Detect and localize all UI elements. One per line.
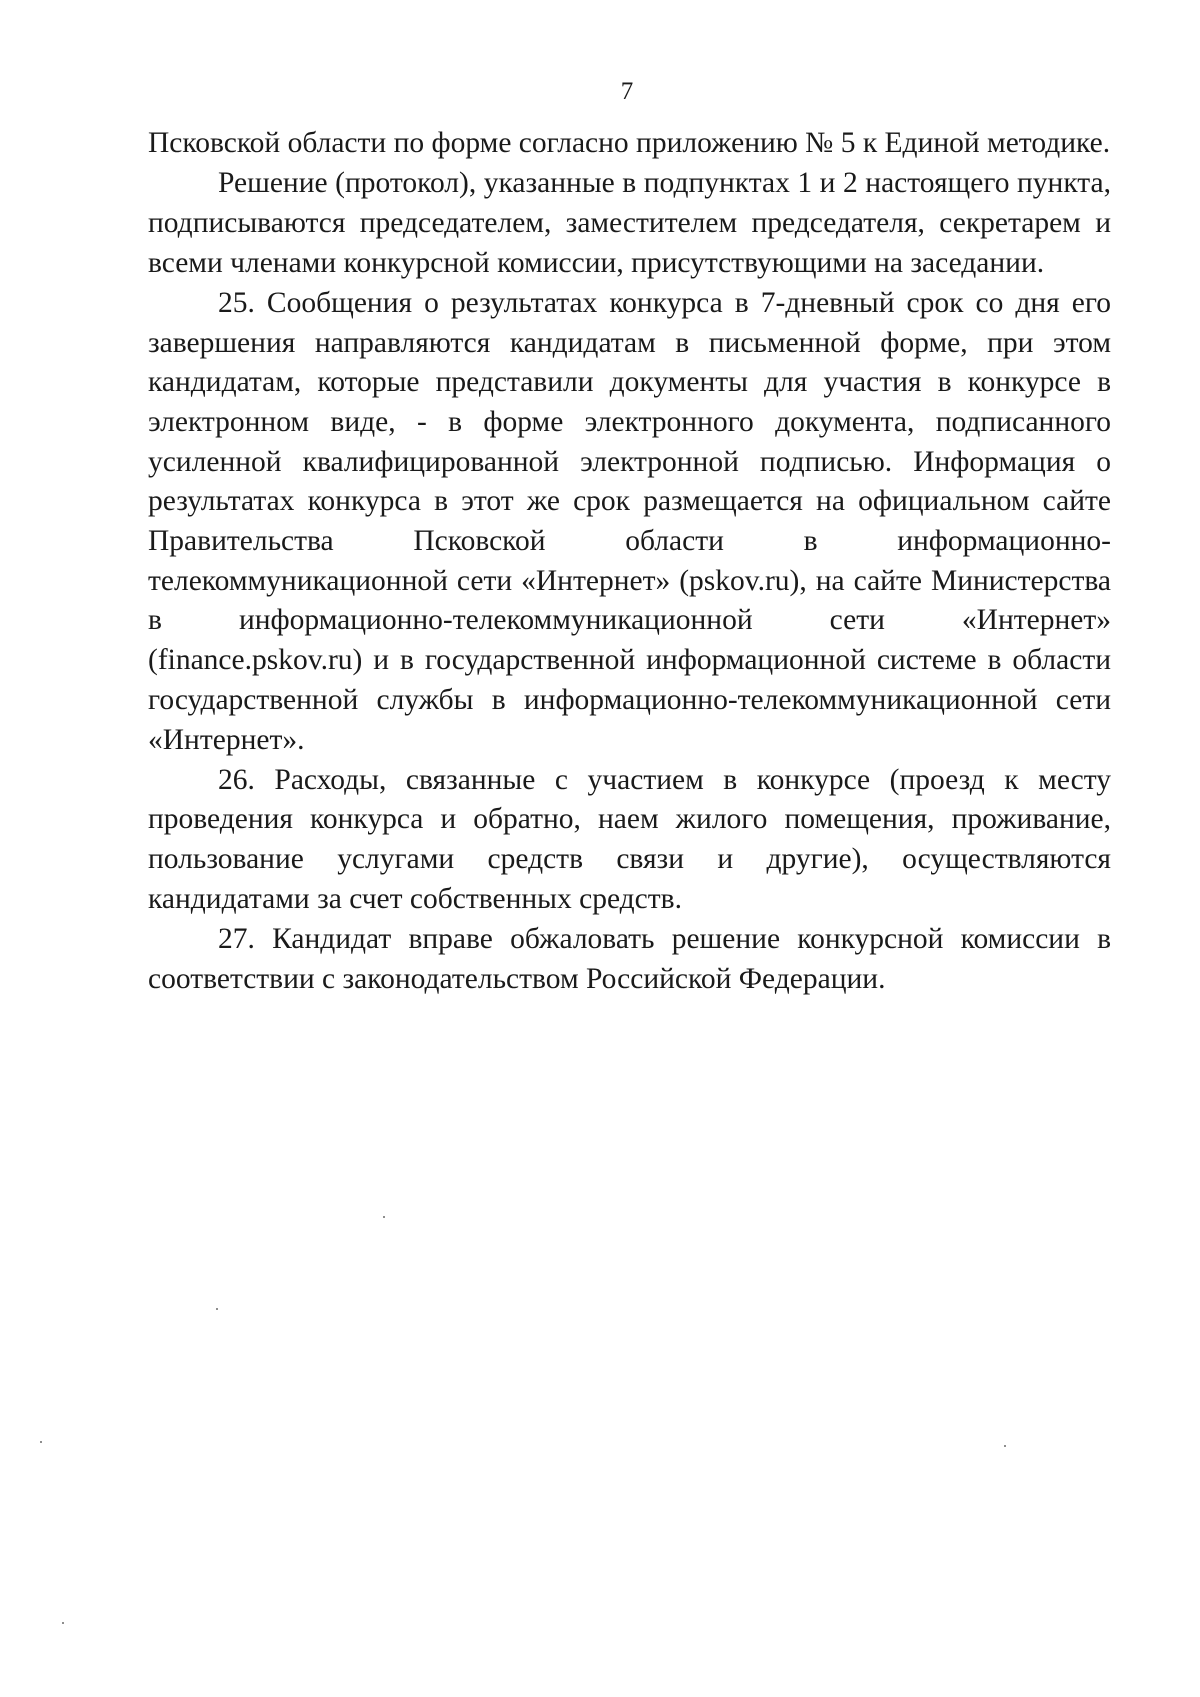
scan-speck — [383, 1216, 385, 1218]
scan-speck — [216, 1308, 218, 1310]
paragraph-item-27: 27. Кандидат вправе обжаловать решение конкурсной комиссии в соответствии с законодательством Российской Федерации. — [148, 923, 1111, 995]
scan-speck — [62, 1622, 64, 1624]
paragraph-item-26: 26. Расходы, связанные с участием в конкурсе (проезд к месту проведения конкурса и обратно, наем жилого помещения, проживание, пользование услугами средств связи и другие), осуществляются кандидатами за счет собственных средств. — [148, 763, 1111, 915]
scan-speck — [40, 1441, 42, 1443]
page-number: 7 — [620, 78, 634, 105]
paragraph-item-25: 25. Сообщения о результатах конкурса в 7-дневный срок со дня его завершения направляются кандидатам в письменной форме, при этом кандидатам, которые представили документы для участия в конкурсе в электронном виде, - в форме электронного документа, подписанного усиленной квалифицированной электронной подписью. Информация о результатах конкурса в этот же срок размещается на официальном сайте Правительства Псковской области в информационно-телекоммуникационной сети «Интернет» (pskov.ru), на сайте Министерства в информационно-телекоммуникационной сети «Интернет» (finance.pskov.ru) и в государственной информационной системе в области государственной службы в информационно-телекоммуникационной сети «Интернет». — [148, 286, 1111, 756]
scan-speck — [1004, 1445, 1006, 1447]
document-body — [148, 124, 1111, 1000]
paragraph-decision-signing: Решение (протокол), указанные в подпунктах 1 и 2 настоящего пункта, подписываются председателем, заместителем председателя, секретарем и всеми членами конкурсной комиссии, присутствующими на заседании. — [148, 167, 1111, 279]
paragraph-continuation: Псковской области по форме согласно приложению № 5 к Единой методике. — [148, 127, 1111, 159]
